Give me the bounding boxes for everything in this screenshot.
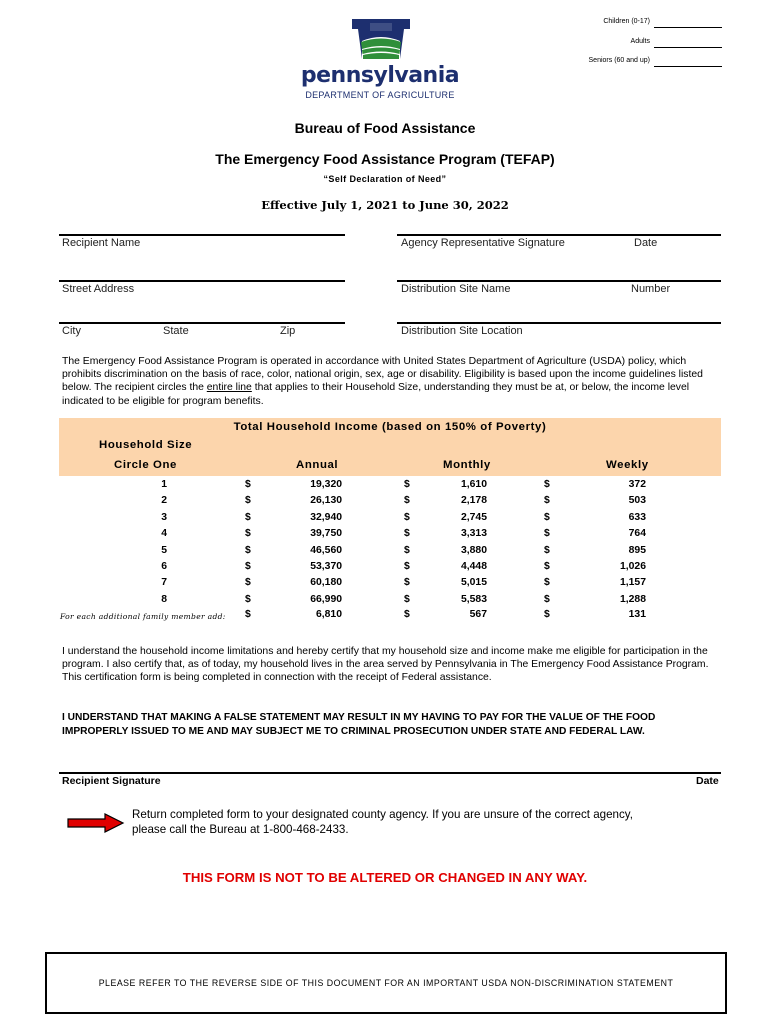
household-size-cell: 1 bbox=[161, 479, 167, 490]
weekly-currency: $ bbox=[544, 528, 550, 539]
monthly-income-cell: 5,583 bbox=[460, 594, 487, 605]
monthly-currency: $ bbox=[404, 561, 410, 572]
no-alter-notice: THIS FORM IS NOT TO BE ALTERED OR CHANGED IN ANY WAY. bbox=[182, 870, 588, 885]
intro-underlined: entire line bbox=[206, 382, 252, 394]
zip-field[interactable]: Zip bbox=[280, 325, 296, 337]
monthly-income-cell: 4,448 bbox=[460, 561, 487, 572]
household-size-cell: 3 bbox=[161, 512, 167, 523]
monthly-income-cell: 5,015 bbox=[460, 577, 487, 588]
household-size-cell: 6 bbox=[161, 561, 167, 572]
weekly-income-cell: 372 bbox=[628, 479, 646, 490]
weekly-currency: $ bbox=[544, 479, 550, 490]
monthly-income-cell: 2,745 bbox=[460, 512, 487, 523]
monthly-currency: $ bbox=[404, 528, 410, 539]
adults-count-label: Adults bbox=[630, 38, 650, 45]
site-location-line bbox=[397, 322, 721, 324]
right-arrow-icon bbox=[67, 813, 125, 833]
monthly-currency: $ bbox=[404, 479, 410, 490]
weekly-currency: $ bbox=[544, 495, 550, 506]
monthly-income-cell: 3,313 bbox=[460, 528, 487, 539]
city-line bbox=[59, 322, 345, 324]
adults-count-line[interactable] bbox=[654, 47, 722, 48]
annual-income-cell: 19,320 bbox=[310, 479, 342, 490]
keystone-logo-icon bbox=[352, 19, 410, 65]
signature-date-field[interactable]: Date bbox=[696, 775, 719, 787]
monthly-currency: $ bbox=[404, 577, 410, 588]
recipient-signature-field[interactable]: Recipient Signature bbox=[62, 775, 161, 787]
adults-count-row bbox=[540, 36, 722, 50]
false-statement-warning: I UNDERSTAND THAT MAKING A FALSE STATEMENT MAY RESULT IN MY HAVING TO PAY FOR THE VALUE OF THE FOOD IMPROPERLY ISSUED TO ME AND MAY SUBJECT ME TO CRIMINAL PROSECUTION UNDER STATE AND FEDERAL LAW. bbox=[62, 712, 656, 737]
street-address-line bbox=[59, 280, 345, 282]
site-name-line bbox=[397, 280, 721, 282]
logo-department: DEPARTMENT OF AGRICULTURE bbox=[305, 90, 455, 100]
monthly-header: Monthly bbox=[443, 459, 491, 471]
weekly-currency: $ bbox=[544, 577, 550, 588]
weekly-header: Weekly bbox=[606, 459, 649, 471]
weekly-income-cell: 764 bbox=[628, 528, 646, 539]
circle-one-header: Circle One bbox=[114, 459, 177, 471]
monthly-currency: $ bbox=[404, 609, 410, 620]
annual-header: Annual bbox=[296, 459, 339, 471]
bureau-title: Bureau of Food Assistance bbox=[294, 120, 476, 136]
program-title: The Emergency Food Assistance Program (TEFAP) bbox=[215, 151, 555, 167]
annual-income-cell: 46,560 bbox=[310, 545, 342, 556]
annual-currency: $ bbox=[245, 528, 251, 539]
household-size-cell: 4 bbox=[161, 528, 167, 539]
monthly-currency: $ bbox=[404, 495, 410, 506]
seniors-count-label: Seniors (60 and up) bbox=[588, 57, 650, 64]
weekly-currency: $ bbox=[544, 512, 550, 523]
children-count-row bbox=[540, 16, 722, 30]
monthly-currency: $ bbox=[404, 594, 410, 605]
children-count-label: Children (0-17) bbox=[603, 18, 650, 25]
weekly-income-cell: 1,288 bbox=[619, 594, 646, 605]
monthly-income-cell: 2,178 bbox=[460, 495, 487, 506]
return-note-line2: please call the Bureau at 1-800-468-2433. bbox=[132, 823, 349, 836]
weekly-currency: $ bbox=[544, 609, 550, 620]
weekly-income-cell: 503 bbox=[628, 495, 646, 506]
annual-currency: $ bbox=[245, 594, 251, 605]
monthly-income-cell: 567 bbox=[469, 609, 487, 620]
city-field[interactable]: City bbox=[62, 325, 81, 337]
annual-currency: $ bbox=[245, 609, 251, 620]
site-location-field[interactable]: Distribution Site Location bbox=[401, 325, 523, 337]
intro-text-2: that applies to their Household Size, understanding they must be at, or below, the income level indicated to be eligible for program benefits. bbox=[62, 382, 690, 407]
seniors-count-row bbox=[540, 55, 722, 69]
annual-currency: $ bbox=[245, 545, 251, 556]
annual-income-cell: 60,180 bbox=[310, 577, 342, 588]
agency-signature-field[interactable]: Agency Representative Signature bbox=[401, 237, 565, 249]
date-field[interactable]: Date bbox=[634, 237, 658, 249]
weekly-income-cell: 131 bbox=[628, 609, 646, 620]
intro-text-1: The Emergency Food Assistance Program is operated in accordance with United States Department of Agriculture (USDA) policy, which prohibits discrimination on the basis of race, color, national origin, sex, age or disability. Eligibility is based upon the income guidelines listed below. The recipient circles the bbox=[62, 356, 703, 394]
site-name-field[interactable]: Distribution Site Name bbox=[401, 283, 511, 295]
annual-income-cell: 39,750 bbox=[310, 528, 342, 539]
footer-box bbox=[45, 952, 727, 1014]
number-field[interactable]: Number bbox=[631, 283, 671, 295]
monthly-income-cell: 3,880 bbox=[460, 545, 487, 556]
weekly-income-cell: 633 bbox=[628, 512, 646, 523]
annual-currency: $ bbox=[245, 495, 251, 506]
recipient-name-field[interactable]: Recipient Name bbox=[62, 237, 141, 249]
agency-signature-line bbox=[397, 234, 721, 236]
footer-notice: PLEASE REFER TO THE REVERSE SIDE OF THIS DOCUMENT FOR AN IMPORTANT USDA NON-DISCRIMINATION STATEMENT bbox=[98, 978, 674, 988]
annual-currency: $ bbox=[245, 561, 251, 572]
street-address-field[interactable]: Street Address bbox=[62, 283, 135, 295]
annual-currency: $ bbox=[245, 512, 251, 523]
certification-paragraph: I understand the household income limitations and hereby certify that my household size and income make me eligible for participation in the program. I also certify that, as of today, my household lives in the area served by Pennsylvania in The Emergency Food Assistance Program. This certification form is being completed in connection with the receipt of Federal assistance. bbox=[62, 646, 709, 684]
household-size-cell: 8 bbox=[161, 594, 167, 605]
weekly-currency: $ bbox=[544, 561, 550, 572]
recipient-signature-line bbox=[59, 772, 721, 774]
weekly-income-cell: 1,157 bbox=[619, 577, 646, 588]
weekly-currency: $ bbox=[544, 594, 550, 605]
state-field[interactable]: State bbox=[163, 325, 189, 337]
household-size-header: Household Size bbox=[99, 439, 193, 451]
logo-pennsylvania: pennsylvania bbox=[300, 63, 460, 88]
declaration-title: “Self Declaration of Need” bbox=[323, 174, 447, 184]
household-size-cell: 7 bbox=[161, 577, 167, 588]
intro-paragraph bbox=[62, 355, 722, 408]
annual-income-cell: 53,370 bbox=[310, 561, 342, 572]
weekly-currency: $ bbox=[544, 545, 550, 556]
children-count-line[interactable] bbox=[654, 27, 722, 28]
seniors-count-line[interactable] bbox=[654, 66, 722, 67]
effective-date: Effective July 1, 2021 to June 30, 2022 bbox=[261, 198, 509, 212]
annual-income-cell: 6,810 bbox=[315, 609, 342, 620]
annual-currency: $ bbox=[245, 577, 251, 588]
additional-member-label: For each additional family member add: bbox=[60, 612, 226, 621]
table-title: Total Household Income (based on 150% of Poverty) bbox=[233, 421, 547, 433]
monthly-income-cell: 1,610 bbox=[460, 479, 487, 490]
annual-income-cell: 66,990 bbox=[310, 594, 342, 605]
annual-income-cell: 26,130 bbox=[310, 495, 342, 506]
recipient-name-line bbox=[59, 234, 345, 236]
annual-income-cell: 32,940 bbox=[310, 512, 342, 523]
weekly-income-cell: 895 bbox=[628, 545, 646, 556]
return-note-line1: Return completed form to your designated county agency. If you are unsure of the correct agency, bbox=[132, 808, 633, 821]
monthly-currency: $ bbox=[404, 512, 410, 523]
household-size-cell: 2 bbox=[161, 495, 167, 506]
household-size-cell: 5 bbox=[161, 545, 167, 556]
weekly-income-cell: 1,026 bbox=[619, 561, 646, 572]
monthly-currency: $ bbox=[404, 545, 410, 556]
annual-currency: $ bbox=[245, 479, 251, 490]
